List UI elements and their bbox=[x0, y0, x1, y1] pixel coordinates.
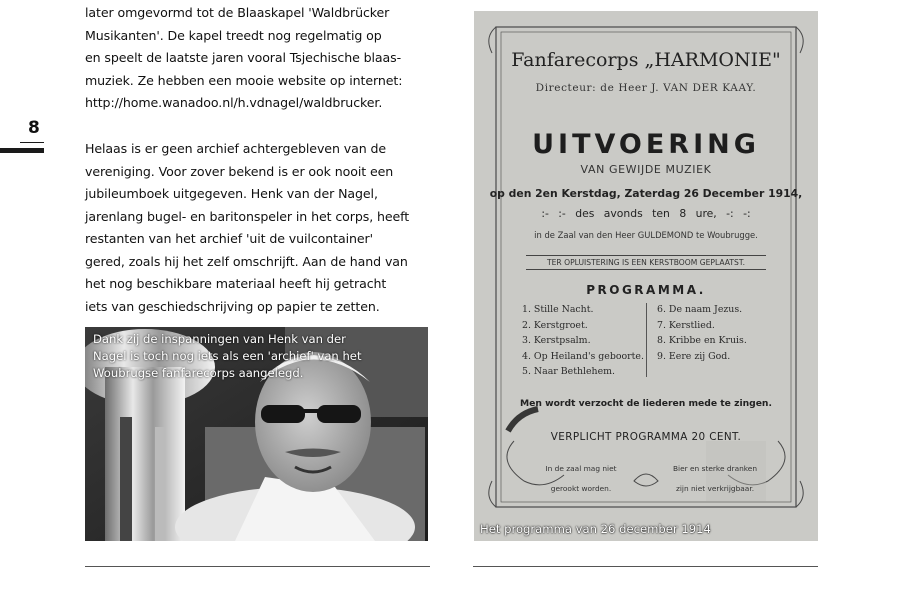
concert-program-image bbox=[474, 11, 818, 541]
text-line: vereniging. Voor zover bekend is er ook nooit een bbox=[85, 163, 394, 179]
list-item: 9. Eere zij God. bbox=[657, 350, 731, 362]
list-item: 5. Naar Bethlehem. bbox=[522, 366, 616, 378]
bottom-rule-right bbox=[473, 566, 818, 567]
program-date: op den 2en Kerstdag, Zaterdag 26 December 1914, bbox=[489, 187, 803, 200]
page-number: 8 bbox=[28, 118, 40, 138]
caption-line: Nagel is toch nog iets als een 'archief' van het bbox=[93, 349, 362, 363]
program-banner: TER OPLUISTERING IS EEN KERSTBOOM GEPLAATST. bbox=[526, 255, 766, 270]
body-paragraph-2 bbox=[85, 138, 435, 318]
program-divider bbox=[646, 303, 647, 377]
program-footer-left bbox=[526, 464, 636, 494]
website-link[interactable]: http://home.wanadoo.nl/h.vdnagel/waldbrucker. bbox=[85, 95, 383, 110]
program-subheading: VAN GEWIJDE MUZIEK bbox=[580, 163, 712, 176]
caption-line: Woubrugse fanfarecorps aangelegd. bbox=[93, 366, 304, 380]
caption-line: Dank zij de inspanningen van Henk van der bbox=[93, 332, 346, 346]
program-items-right bbox=[657, 302, 747, 364]
program-request: Men wordt verzocht de liederen mede te zingen. bbox=[520, 398, 772, 409]
text-line: jarenlang bugel- en baritonspeler in het corps, heeft bbox=[85, 208, 410, 224]
text-line: iets van geschiedschrijving op papier te zetten. bbox=[85, 298, 380, 314]
text-line: muziek. Ze hebben een mooie website op internet: bbox=[85, 72, 403, 88]
footer-line: zijn niet verkrijgbaar. bbox=[675, 484, 755, 493]
program-footer-right bbox=[660, 464, 770, 494]
list-item: 6. De naam Jezus. bbox=[657, 304, 743, 315]
text-line: Musikanten'. De kapel treedt nog regelmatig op bbox=[85, 27, 382, 43]
list-item: 3. Kerstpsalm. bbox=[522, 335, 591, 347]
photo-caption bbox=[93, 331, 423, 382]
page-marker-bar bbox=[0, 148, 44, 153]
footer-line: Bier en sterke dranken bbox=[672, 464, 758, 473]
program-mandatory: VERPLICHT PROGRAMMA 20 CENT. bbox=[550, 431, 742, 443]
list-item: 4. Op Heiland's geboorte. bbox=[522, 350, 644, 362]
body-paragraph-1 bbox=[85, 2, 435, 115]
list-item: 7. Kerstlied. bbox=[657, 319, 715, 331]
program-title: Fanfarecorps „HARMONIE" bbox=[511, 49, 781, 71]
footer-line: In de zaal mag niet bbox=[545, 464, 617, 473]
text-line: en speelt de laatste jaren vooral Tsjechische blaas- bbox=[85, 50, 402, 65]
list-item: 8. Kribbe en Kruis. bbox=[657, 335, 747, 347]
program-time: :- :- des avonds ten 8 ure, -: -: bbox=[541, 207, 751, 220]
program-venue: in de Zaal van den Heer GULDEMOND te Woubrugge. bbox=[534, 230, 758, 240]
photo-henk-van-der-nagel bbox=[85, 327, 428, 541]
program-heading: UITVOERING bbox=[532, 129, 760, 160]
program-items-left bbox=[522, 302, 644, 380]
bottom-rule-left bbox=[85, 566, 430, 567]
program-director: Directeur: de Heer J. VAN DER KAAY. bbox=[535, 82, 757, 94]
list-item: 2. Kerstgroet. bbox=[522, 319, 588, 331]
programma-heading: PROGRAMMA. bbox=[586, 283, 706, 297]
text-line: restanten van het archief 'uit de vuilcontainer' bbox=[85, 231, 373, 246]
text-line: Helaas is er geen archief achtergebleven van de bbox=[85, 141, 387, 156]
text-line: gered, zoals hij het zelf omschrijft. Aan de hand van bbox=[85, 253, 408, 269]
text-line: jubileumboek uitgegeven. Henk van der Nagel, bbox=[85, 186, 378, 201]
text-line: later omgevormd tot de Blaaskapel 'Waldbrücker bbox=[85, 5, 390, 20]
text-line: het nog beschikbare materiaal heeft hij getracht bbox=[85, 276, 387, 291]
footer-line: gerookt worden. bbox=[550, 484, 612, 493]
list-item: 1. Stille Nacht. bbox=[522, 304, 594, 315]
program-caption: Het programma van 26 december 1914 bbox=[480, 522, 711, 536]
